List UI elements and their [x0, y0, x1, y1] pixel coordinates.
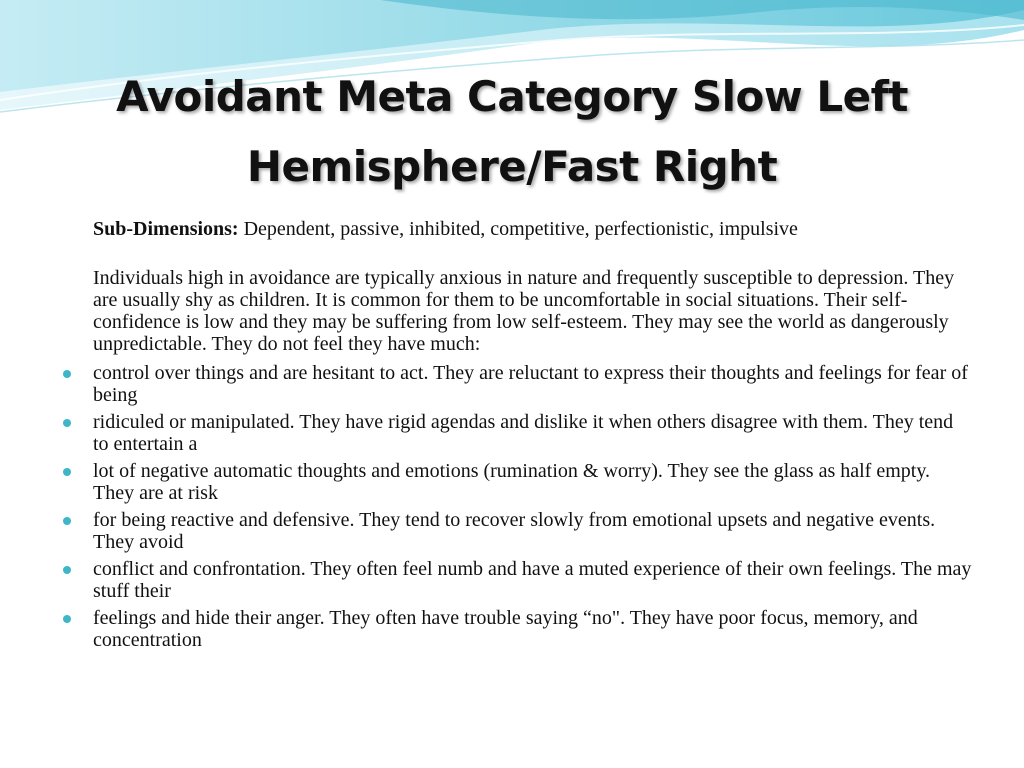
bullet-dot-icon — [63, 517, 71, 525]
bullet-text: ridiculed or manipulated. They have rigid agendas and dislike it when others disagree with them. They tend to entertain a — [93, 411, 954, 455]
bullet-item — [93, 607, 973, 651]
slide-title — [30, 62, 994, 202]
bullet-dot-icon — [63, 615, 71, 623]
bullet-text: control over things and are hesitant to act. They are reluctant to express their thoughts and feelings for fear of being — [93, 362, 968, 406]
bullet-list — [93, 362, 973, 651]
bullet-item — [93, 362, 973, 406]
bullet-text: for being reactive and defensive. They tend to recover slowly from emotional upsets and negative events. They avoid — [93, 509, 936, 553]
bullet-item — [93, 460, 973, 504]
title-line-1: Avoidant Meta Category Slow Left — [116, 72, 908, 121]
bullet-text: conflict and confrontation. They often feel numb and have a muted experience of their own feelings. The may stuff their — [93, 558, 972, 602]
title-line-2: Hemisphere/Fast Right — [246, 142, 778, 191]
subdimensions-label: Sub-Dimensions: — [93, 218, 239, 240]
bullet-item — [93, 509, 973, 553]
bullet-dot-icon — [63, 566, 71, 574]
subdimensions-text: Dependent, passive, inhibited, competitive, perfectionistic, impulsive — [243, 218, 798, 240]
intro-paragraph: Individuals high in avoidance are typically anxious in nature and frequently susceptible to depression. They are usually shy as children. It is common for them to be uncomfortable in social situations. Their self-confidence is low and they may be suffering from low self-esteem. They may see the world as dangerously unpredictable. They do not feel they have much: — [93, 267, 955, 355]
bullet-dot-icon — [63, 468, 71, 476]
bullet-text: lot of negative automatic thoughts and emotions (rumination & worry). They see the glass as half empty. They are at risk — [93, 460, 931, 504]
bullet-text: feelings and hide their anger. They often have trouble saying “no". They have poor focus, memory, and concentration — [93, 607, 918, 651]
bullet-dot-icon — [63, 419, 71, 427]
bullet-dot-icon — [63, 370, 71, 378]
bullet-item — [93, 558, 973, 602]
slide-body — [93, 218, 973, 656]
bullet-item — [93, 411, 973, 455]
subdimensions-line — [93, 218, 973, 240]
